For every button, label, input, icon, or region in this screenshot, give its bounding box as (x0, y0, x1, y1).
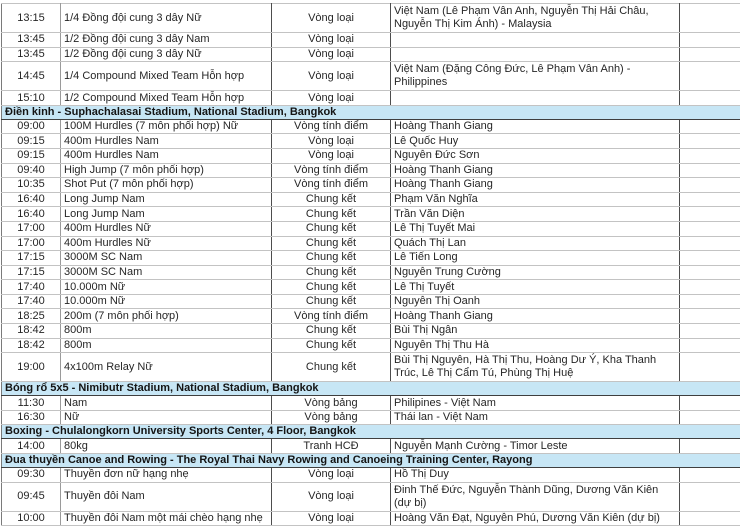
participants-cell: Nguyễn Trung Cường (391, 265, 680, 280)
note-cell (680, 265, 740, 280)
note-cell (680, 207, 740, 222)
schedule-table (1, 3, 740, 526)
event-cell: 3000M SC Nam (61, 265, 272, 280)
participants-cell: Hoàng Thanh Giang (391, 163, 680, 178)
round-cell: Vòng bảng (272, 410, 391, 425)
event-cell: High Jump (7 môn phối hợp) (61, 163, 272, 178)
event-cell: 800m (61, 324, 272, 339)
note-cell (680, 338, 740, 353)
round-cell: Vòng loại (272, 148, 391, 163)
note-cell (680, 467, 740, 482)
event-cell: Nữ (61, 410, 272, 425)
event-cell: Nam (61, 396, 272, 411)
round-cell: Chung kết (272, 207, 391, 222)
round-cell: Chung kết (272, 236, 391, 251)
table-row (2, 353, 740, 382)
table-row (2, 309, 740, 324)
time-cell: 09:40 (2, 163, 61, 178)
round-cell: Chung kết (272, 251, 391, 266)
round-cell: Vòng loại (272, 467, 391, 482)
event-cell: 800m (61, 338, 272, 353)
time-cell: 16:40 (2, 207, 61, 222)
participants-cell: Việt Nam (Đặng Công Đức, Lê Phạm Vân Anh) - Philippines (391, 62, 680, 91)
note-cell (680, 482, 740, 511)
note-cell (680, 4, 740, 33)
schedule-table-body (2, 4, 740, 526)
round-cell: Chung kết (272, 324, 391, 339)
time-cell: 09:15 (2, 134, 61, 149)
table-row (2, 62, 740, 91)
round-cell: Vòng loại (272, 62, 391, 91)
note-cell (680, 134, 740, 149)
event-cell: 3000M SC Nam (61, 251, 272, 266)
time-cell: 16:30 (2, 410, 61, 425)
section-header-row (2, 425, 740, 439)
event-cell: 400m Hurdles Nữ (61, 236, 272, 251)
table-row (2, 134, 740, 149)
time-cell: 10:00 (2, 511, 61, 526)
table-row (2, 163, 740, 178)
event-cell: 1/2 Đồng đội cung 3 dây Nữ (61, 47, 272, 62)
table-row (2, 236, 740, 251)
table-row (2, 511, 740, 526)
section-header: Boxing - Chulalongkorn University Sports Center, 4 Floor, Bangkok (2, 425, 740, 439)
time-cell: 19:00 (2, 353, 61, 382)
participants-cell: Hoàng Thanh Giang (391, 178, 680, 193)
time-cell: 11:30 (2, 396, 61, 411)
time-cell: 18:42 (2, 324, 61, 339)
round-cell: Vòng tính điểm (272, 309, 391, 324)
time-cell: 15:10 (2, 91, 61, 106)
participants-cell: Hoàng Thanh Giang (391, 119, 680, 134)
participants-cell: Lê Tiến Long (391, 251, 680, 266)
event-cell: 80kg (61, 439, 272, 454)
participants-cell: Đinh Thế Đức, Nguyễn Thành Dũng, Dương Văn Kiên (dự bị) (391, 482, 680, 511)
table-row (2, 467, 740, 482)
note-cell (680, 148, 740, 163)
event-cell: Shot Put (7 môn phối hợp) (61, 178, 272, 193)
round-cell: Vòng loại (272, 91, 391, 106)
table-row (2, 207, 740, 222)
participants-cell: Trần Văn Diện (391, 207, 680, 222)
event-cell: 400m Hurdles Nam (61, 148, 272, 163)
participants-cell: Nguyễn Mạnh Cường - Timor Leste (391, 439, 680, 454)
participants-cell (391, 91, 680, 106)
note-cell (680, 511, 740, 526)
round-cell: Vòng tính điểm (272, 163, 391, 178)
note-cell (680, 251, 740, 266)
round-cell: Chung kết (272, 265, 391, 280)
time-cell: 13:15 (2, 4, 61, 33)
participants-cell: Hoàng Văn Đạt, Nguyễn Phú, Dương Văn Kiên (dự bị) (391, 511, 680, 526)
event-cell: Long Jump Nam (61, 192, 272, 207)
event-cell: Thuyền đơn nữ hạng nhẹ (61, 467, 272, 482)
participants-cell: Nguyễn Đức Sơn (391, 148, 680, 163)
time-cell: 18:42 (2, 338, 61, 353)
table-row (2, 410, 740, 425)
table-row (2, 192, 740, 207)
note-cell (680, 119, 740, 134)
event-cell: 400m Hurdles Nam (61, 134, 272, 149)
round-cell: Chung kết (272, 221, 391, 236)
participants-cell: Hoàng Thanh Giang (391, 309, 680, 324)
round-cell: Chung kết (272, 192, 391, 207)
participants-cell: Bùi Thị Ngân (391, 324, 680, 339)
note-cell (680, 91, 740, 106)
participants-cell: Lê Thị Tuyết (391, 280, 680, 295)
section-header-row (2, 105, 740, 119)
participants-cell: Lê Thị Tuyết Mai (391, 221, 680, 236)
event-cell: Thuyền đôi Nam một mái chèo hạng nhẹ (61, 511, 272, 526)
time-cell: 17:00 (2, 221, 61, 236)
note-cell (680, 324, 740, 339)
participants-cell (391, 33, 680, 48)
table-row (2, 294, 740, 309)
note-cell (680, 410, 740, 425)
participants-cell: Hồ Thị Duy (391, 467, 680, 482)
event-cell: 10.000m Nữ (61, 280, 272, 295)
participants-cell: Phạm Văn Nghĩa (391, 192, 680, 207)
event-cell: 10.000m Nữ (61, 294, 272, 309)
participants-cell: Thái lan - Việt Nam (391, 410, 680, 425)
time-cell: 14:45 (2, 62, 61, 91)
round-cell: Chung kết (272, 294, 391, 309)
time-cell: 17:00 (2, 236, 61, 251)
note-cell (680, 178, 740, 193)
event-cell: 4x100m Relay Nữ (61, 353, 272, 382)
event-cell: 100M Hurdles (7 môn phối hợp) Nữ (61, 119, 272, 134)
note-cell (680, 353, 740, 382)
table-row (2, 4, 740, 33)
participants-cell: Nguyễn Thị Oanh (391, 294, 680, 309)
round-cell: Vòng loại (272, 33, 391, 48)
participants-cell: Bùi Thị Nguyên, Hà Thị Thu, Hoàng Dư Ý, Kha Thanh Trúc, Lê Thị Cẩm Tú, Phùng Thị Huệ (391, 353, 680, 382)
participants-cell: Quách Thị Lan (391, 236, 680, 251)
table-row (2, 439, 740, 454)
note-cell (680, 294, 740, 309)
time-cell: 17:15 (2, 265, 61, 280)
round-cell: Chung kết (272, 353, 391, 382)
note-cell (680, 163, 740, 178)
note-cell (680, 62, 740, 91)
time-cell: 13:45 (2, 33, 61, 48)
round-cell: Vòng loại (272, 4, 391, 33)
time-cell: 17:15 (2, 251, 61, 266)
participants-cell (391, 47, 680, 62)
round-cell: Vòng tính điểm (272, 178, 391, 193)
note-cell (680, 236, 740, 251)
table-row (2, 221, 740, 236)
table-row (2, 280, 740, 295)
round-cell: Vòng loại (272, 482, 391, 511)
time-cell: 09:45 (2, 482, 61, 511)
note-cell (680, 47, 740, 62)
participants-cell: Philipines - Việt Nam (391, 396, 680, 411)
time-cell: 17:40 (2, 294, 61, 309)
table-row (2, 338, 740, 353)
participants-cell: Lê Quốc Huy (391, 134, 680, 149)
round-cell: Vòng bảng (272, 396, 391, 411)
note-cell (680, 309, 740, 324)
round-cell: Vòng loại (272, 134, 391, 149)
event-cell: 200m (7 môn phối hợp) (61, 309, 272, 324)
section-header: Bóng rổ 5x5 - Nimibutr Stadium, National Stadium, Bangkok (2, 382, 740, 396)
table-row (2, 265, 740, 280)
event-cell: 1/2 Compound Mixed Team Hỗn hợp (61, 91, 272, 106)
time-cell: 18:25 (2, 309, 61, 324)
event-cell: 1/4 Đồng đội cung 3 dây Nữ (61, 4, 272, 33)
round-cell: Vòng tính điểm (272, 119, 391, 134)
event-cell: 1/4 Compound Mixed Team Hỗn hợp (61, 62, 272, 91)
table-row (2, 396, 740, 411)
round-cell: Chung kết (272, 280, 391, 295)
section-header: Đua thuyền Canoe and Rowing - The Royal Thai Navy Rowing and Canoeing Training Center, Rayong (2, 453, 740, 467)
time-cell: 14:00 (2, 439, 61, 454)
table-row (2, 251, 740, 266)
round-cell: Tranh HCĐ (272, 439, 391, 454)
note-cell (680, 221, 740, 236)
table-row (2, 178, 740, 193)
time-cell: 09:15 (2, 148, 61, 163)
participants-cell: Nguyễn Thị Thu Hà (391, 338, 680, 353)
event-cell: 1/2 Đồng đội cung 3 dây Nam (61, 33, 272, 48)
table-row (2, 47, 740, 62)
note-cell (680, 396, 740, 411)
round-cell: Vòng loại (272, 511, 391, 526)
event-cell: 400m Hurdles Nữ (61, 221, 272, 236)
section-header: Điền kinh - Suphachalasai Stadium, National Stadium, Bangkok (2, 105, 740, 119)
section-header-row (2, 453, 740, 467)
participants-cell: Việt Nam (Lê Phạm Vân Anh, Nguyễn Thị Hải Châu, Nguyễn Thị Kim Ánh) - Malaysia (391, 4, 680, 33)
time-cell: 09:30 (2, 467, 61, 482)
table-row (2, 324, 740, 339)
note-cell (680, 192, 740, 207)
table-row (2, 482, 740, 511)
table-row (2, 148, 740, 163)
table-row (2, 91, 740, 106)
note-cell (680, 33, 740, 48)
time-cell: 17:40 (2, 280, 61, 295)
time-cell: 16:40 (2, 192, 61, 207)
section-header-row (2, 382, 740, 396)
table-row (2, 33, 740, 48)
round-cell: Chung kết (272, 338, 391, 353)
time-cell: 09:00 (2, 119, 61, 134)
time-cell: 13:45 (2, 47, 61, 62)
event-cell: Long Jump Nam (61, 207, 272, 222)
table-row (2, 119, 740, 134)
event-cell: Thuyền đôi Nam (61, 482, 272, 511)
note-cell (680, 280, 740, 295)
time-cell: 10:35 (2, 178, 61, 193)
round-cell: Vòng loại (272, 47, 391, 62)
note-cell (680, 439, 740, 454)
